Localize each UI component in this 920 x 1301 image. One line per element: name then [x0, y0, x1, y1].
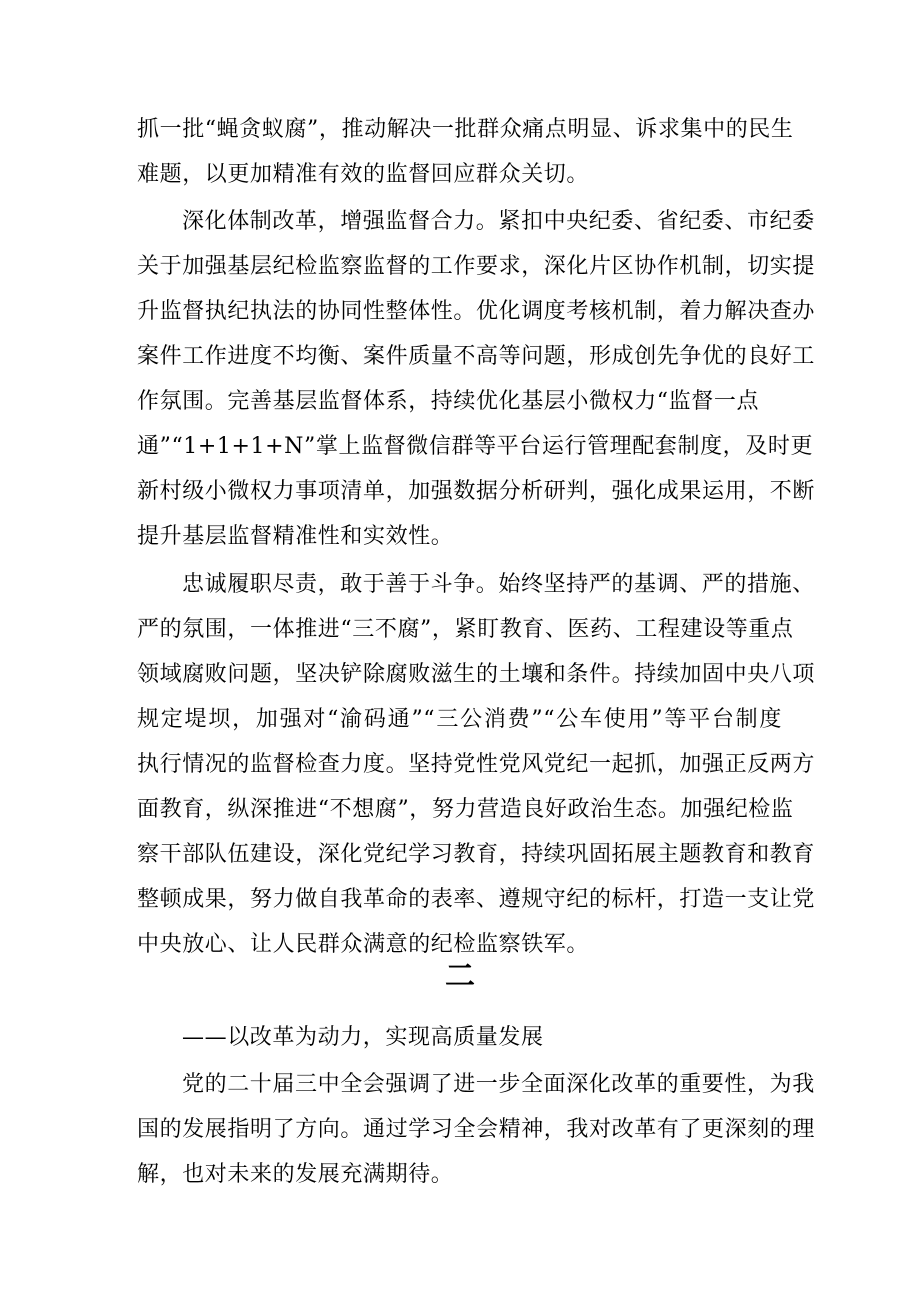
- paragraph-line: 通”“1+1+1+N”掌上监督微信群等平台运行管理配套制度，及时更: [137, 434, 814, 459]
- section-number: 二: [445, 959, 475, 994]
- paragraph-line: 难题，以更加精准有效的监督回应群众关切。: [137, 162, 590, 187]
- paragraph-line: 严的氛围，一体推进“三不腐”，紧盯教育、医药、工程建设等重点: [137, 617, 794, 642]
- paragraph-line: 察干部队伍建设，深化党纪学习教育，持续巩固拓展主题教育和教育: [137, 842, 816, 867]
- paragraph-line: 规定堤坝，加强对“渝码通”“三公消费”“公车使用”等平台制度: [137, 707, 782, 732]
- paragraph-line: 执行情况的监督检查力度。坚持党性党风党纪一起抓，加强正反两方: [137, 752, 816, 777]
- paragraph-line: 升监督执纪执法的协同性整体性。优化调度考核机制，着力解决查办: [137, 299, 816, 324]
- paragraph-line: 作氛围。完善基层监督体系，持续优化基层小微权力“监督一点: [137, 389, 760, 414]
- paragraph-line: 面教育，纵深推进“不想腐”，努力营造良好政治生态。加强纪检监: [137, 797, 794, 822]
- paragraph-line: 关于加强基层纪检监察监督的工作要求，深化片区协作机制，切实提: [137, 254, 816, 279]
- paragraph-line: 领域腐败问题，坚决铲除腐败滋生的土壤和条件。持续加固中央八项: [137, 662, 816, 687]
- paragraph-line: 案件工作进度不均衡、案件质量不高等问题，形成创先争优的良好工: [137, 344, 816, 369]
- paragraph-line: 深化体制改革，增强监督合力。紧扣中央纪委、省纪委、市纪委: [182, 209, 815, 234]
- paragraph-line: 解，也对未来的发展充满期待。: [137, 1162, 454, 1187]
- paragraph-line: 党的二十届三中全会强调了进一步全面深化改革的重要性，为我: [182, 1072, 815, 1097]
- paragraph-line: 中央放心、让人民群众满意的纪检监察铁军。: [137, 932, 590, 957]
- paragraph-line: 整顿成果，努力做自我革命的表率、遵规守纪的标杆，打造一支让党: [137, 887, 816, 912]
- paragraph-line: 忠诚履职尽责，敢于善于斗争。始终坚持严的基调、严的措施、: [182, 572, 815, 597]
- paragraph-line: 新村级小微权力事项清单，加强数据分析研判，强化成果运用，不断: [137, 479, 816, 504]
- paragraph-line: 抓一批“蝇贪蚁腐”，推动解决一批群众痛点明显、诉求集中的民生: [137, 117, 794, 142]
- paragraph-line: 国的发展指明了方向。通过学习全会精神，我对改革有了更深刻的理: [137, 1117, 816, 1142]
- paragraph-line: 提升基层监督精准性和实效性。: [137, 524, 454, 549]
- section-subtitle: ——以改革为动力，实现高质量发展: [182, 1025, 544, 1050]
